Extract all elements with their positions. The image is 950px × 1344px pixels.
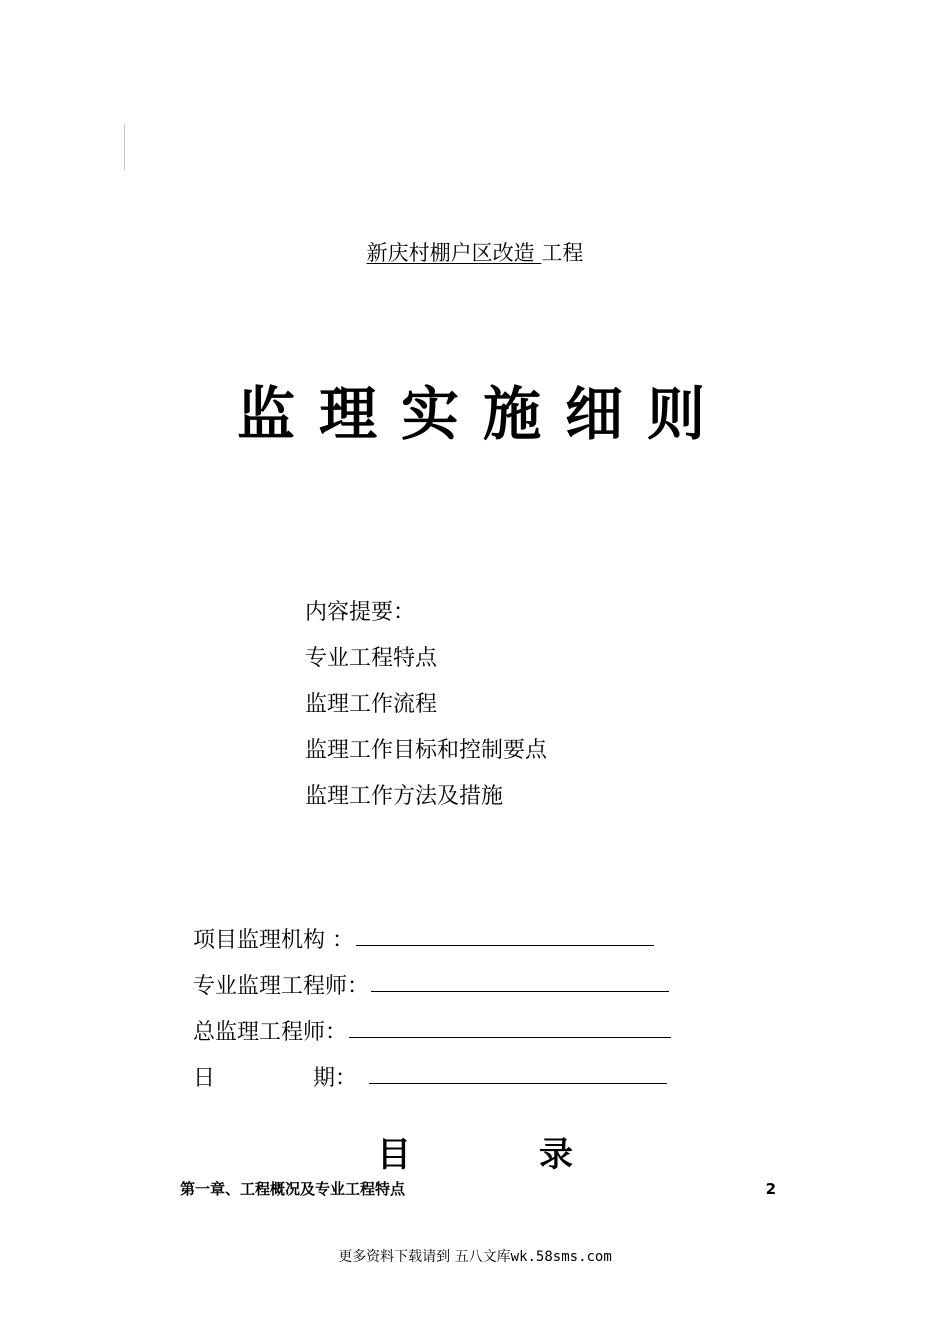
summary-heading: 内容提要： [305, 600, 416, 625]
footer [0, 1247, 950, 1267]
signoff-row-org [193, 908, 654, 954]
signoff-label-chief: 总监理工程师： [193, 1020, 348, 1045]
signoff-label-specialist: 专业监理工程师： [193, 974, 370, 999]
signoff-blank-chief[interactable] [349, 1029, 671, 1038]
summary-block [305, 590, 547, 820]
signoff-blank-date[interactable] [369, 1075, 667, 1084]
footer-url[interactable]: wk.58sms.com [510, 1249, 612, 1265]
signoff-label-org: 项目监理机构 ： [193, 928, 354, 953]
summary-item: 专业工程特点 [305, 646, 438, 671]
toc-entry-text: 第一章、工程概况及专业工程特点 [180, 1180, 406, 1198]
toc-title [0, 1130, 950, 1180]
summary-item: 监理工作流程 [305, 692, 438, 717]
signoff-label-date-2: 期： [313, 1066, 358, 1091]
footer-text: 更多资料下载请到 五八文库 [338, 1249, 511, 1265]
signoff-blank-specialist[interactable] [371, 983, 669, 992]
margin-mark [124, 124, 125, 170]
document-title: 监理实施细则 [236, 380, 729, 448]
signoff-row-chief [193, 1000, 671, 1046]
signoff-label-date-1: 日 [193, 1066, 216, 1091]
project-name-line [0, 238, 950, 268]
project-suffix: 工程 [541, 241, 584, 265]
summary-item: 监理工作目标和控制要点 [305, 738, 548, 763]
project-name: 新庆村棚户区改造 [366, 241, 542, 265]
summary-item: 监理工作方法及措施 [305, 784, 504, 809]
toc-title-left: 目 [377, 1135, 411, 1175]
toc-entry-page: 2 [765, 1180, 776, 1198]
signoff-row-specialist [193, 954, 669, 1000]
signoff-row-date [193, 1046, 667, 1092]
signoff-blank-org[interactable] [356, 937, 654, 946]
toc-title-right: 录 [539, 1135, 573, 1175]
toc-entry[interactable] [180, 1178, 776, 1200]
